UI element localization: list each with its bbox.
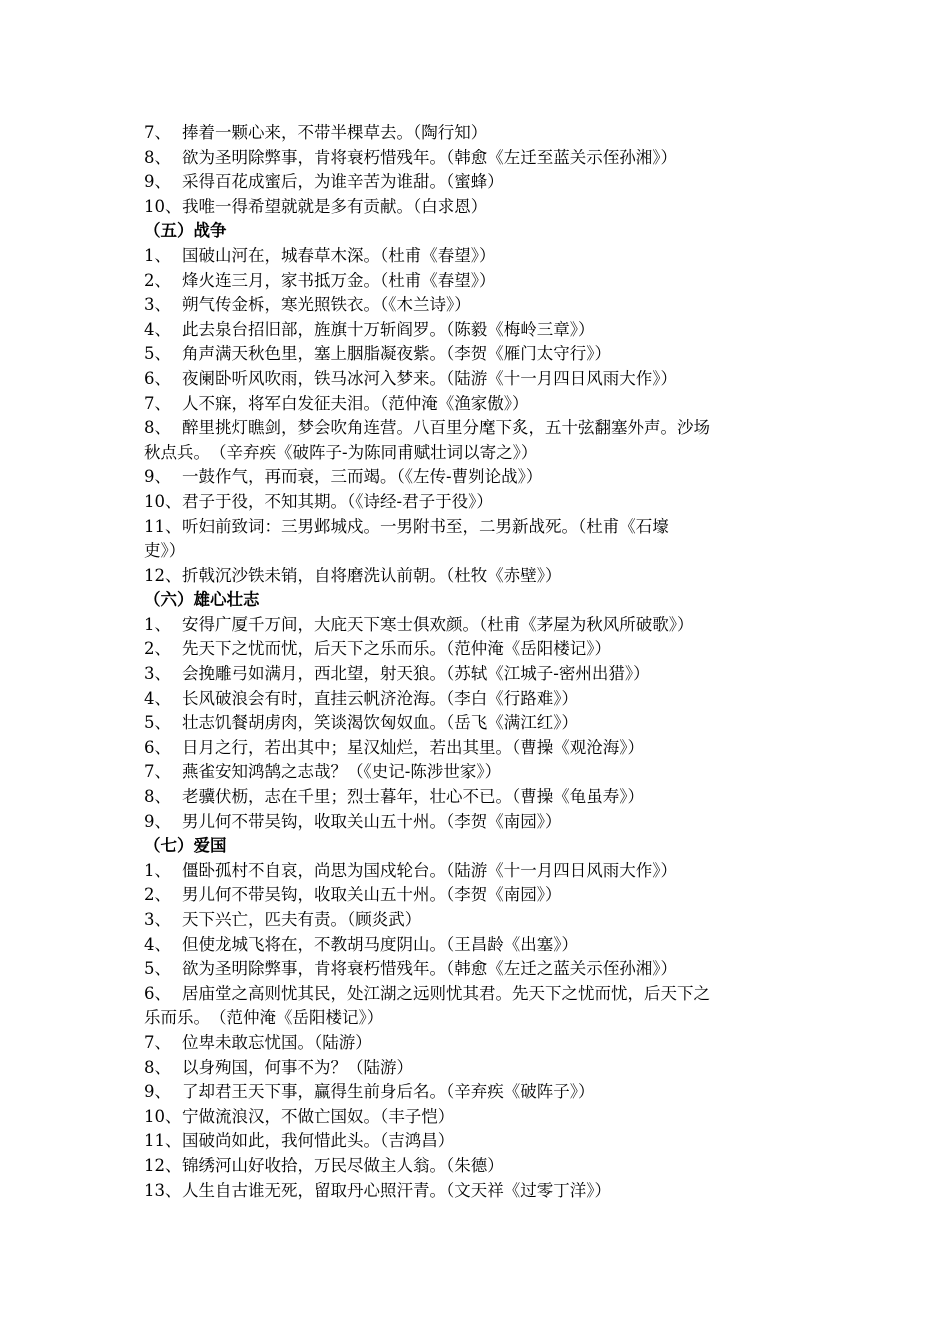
list-item	[144, 564, 810, 589]
item-number: 12、	[144, 565, 182, 585]
item-text: 燕雀安知鸿鹄之志哉？（《史记-陈涉世家》）	[182, 762, 502, 782]
item-text: 国破尚如此，我何惜此头。（吉鸿昌）	[182, 1131, 455, 1151]
item-text: 宁做流浪汉，不做亡国奴。（丰子恺）	[182, 1106, 455, 1126]
item-number: 10、	[144, 491, 182, 511]
item-text: 先天下之忧而忧，后天下之乐而乐。（范仲淹《岳阳楼记》）	[182, 639, 611, 659]
item-number: 5、	[144, 959, 171, 979]
section-heading: （七）爱国	[144, 836, 227, 856]
item-number: 5、	[144, 344, 171, 364]
item-number: 2、	[144, 270, 171, 290]
item-number: 5、	[144, 713, 171, 733]
list-item	[144, 367, 810, 392]
list-item	[144, 859, 810, 884]
item-text: 夜阑卧听风吹雨，铁马冰河入梦来。（陆游《十一月四日风雨大作》）	[182, 368, 677, 388]
item-text: 男儿何不带吴钩，收取关山五十州。（李贺《南园》）	[182, 885, 562, 905]
list-item	[144, 785, 810, 810]
list-item	[144, 416, 810, 441]
item-number: 13、	[144, 1180, 182, 1200]
item-number: 1、	[144, 860, 171, 880]
item-number: 3、	[144, 664, 171, 684]
item-number: 1、	[144, 245, 171, 265]
item-text: 老骥伏枥，志在千里；烈士暮年，壮心不已。（曹操《龟虽寿》）	[182, 787, 644, 807]
list-item	[144, 1080, 810, 1105]
list-item	[144, 933, 810, 958]
item-number: 8、	[144, 418, 171, 438]
item-text: 会挽雕弓如满月，西北望，射天狼。（苏轼《江城子-密州出猎》）	[182, 664, 650, 684]
item-text: 长风破浪会有时，直挂云帆济沧海。（李白《行路难》）	[182, 688, 578, 708]
list-item	[144, 736, 810, 761]
item-text: 天下兴亡，匹夫有责。（顾炎武）	[182, 910, 422, 929]
item-text-continued: 吏》）	[144, 541, 186, 561]
item-text: 位卑未敢忘忧国。（陆游）	[182, 1032, 372, 1052]
item-text: 居庙堂之高则忧其民，处江湖之远则忧其君。先天下之忧而忧，后天下之	[182, 983, 710, 1003]
list-item	[144, 465, 810, 490]
item-number: 4、	[144, 934, 171, 954]
item-number: 7、	[144, 123, 171, 142]
item-number: 6、	[144, 983, 171, 1003]
item-text: 欲为圣明除弊事，肯将衰朽惜残年。（韩愈《左迁至蓝关示侄孙湘》）	[182, 147, 677, 167]
list-item	[144, 1031, 810, 1056]
item-text-continued: 秋点兵。 （辛弃疾《破阵子-为陈同甫赋壮词以寄之》）	[144, 442, 538, 462]
item-text: 一鼓作气，再而衰，三而竭。（《左传-曹刿论战》）	[182, 467, 543, 487]
item-text: 听妇前致词：三男邺城戍。一男附书至，二男新战死。（杜甫《石壕	[182, 516, 669, 536]
list-item	[144, 637, 810, 662]
list-item	[144, 982, 810, 1007]
section-heading: （五）战争	[144, 221, 227, 241]
item-number: 9、	[144, 172, 171, 192]
list-item	[144, 662, 810, 687]
item-text: 欲为圣明除弊事，肯将衰朽惜残年。（韩愈《左迁之蓝关示侄孙湘》）	[182, 959, 677, 979]
item-number: 11、	[144, 1131, 182, 1151]
item-number: 8、	[144, 1057, 171, 1077]
item-text: 此去泉台招旧部，旌旗十万斩阎罗。（陈毅《梅岭三章》）	[182, 319, 595, 339]
item-text: 但使龙城飞将在，不教胡马度阴山。（王昌龄《出塞》）	[182, 934, 578, 954]
item-text: 了却君王天下事，赢得生前身后名。（辛弃疾《破阵子》）	[182, 1082, 595, 1102]
item-text: 安得广厦千万间，大庇天下寒士俱欢颜。（杜甫《茅屋为秋风所破歌》）	[182, 614, 694, 634]
item-number: 10、	[144, 1106, 182, 1126]
list-item	[144, 1179, 810, 1204]
item-number: 11、	[144, 516, 182, 536]
list-item	[144, 170, 810, 195]
list-item	[144, 1129, 810, 1154]
list-item	[144, 760, 810, 785]
list-item	[144, 908, 810, 933]
list-item	[144, 883, 810, 908]
item-text: 折戟沉沙铁未销，自将磨洗认前朝。（杜牧《赤壁》）	[182, 565, 562, 585]
list-item	[144, 613, 810, 638]
list-item	[144, 1154, 810, 1179]
item-number: 12、	[144, 1155, 182, 1175]
item-number: 6、	[144, 737, 171, 757]
item-number: 2、	[144, 639, 171, 659]
item-text: 醉里挑灯瞧剑，梦会吹角连营。八百里分麾下炙，五十弦翻塞外声。沙场	[182, 418, 710, 438]
item-number: 1、	[144, 614, 171, 634]
item-text: 角声满天秋色里，塞上胭脂凝夜紫。（李贺《雁门太守行》）	[182, 344, 611, 364]
item-text: 我唯一得希望就就是多有贡献。（白求恩）	[182, 196, 488, 216]
list-item	[144, 244, 810, 269]
item-text: 壮志饥餐胡虏肉，笑谈渴饮匈奴血。（岳飞《满江红》）	[182, 713, 578, 733]
item-number: 9、	[144, 1082, 171, 1102]
item-number: 3、	[144, 910, 171, 929]
list-item	[144, 269, 810, 294]
item-text: 男儿何不带吴钩，收取关山五十州。（李贺《南园》）	[182, 811, 562, 831]
item-number: 7、	[144, 1032, 171, 1052]
item-text: 国破山河在，城春草木深。（杜甫《春望》）	[182, 245, 496, 265]
item-text: 捧着一颗心来，不带半棵草去。（陶行知）	[182, 123, 488, 142]
list-item	[144, 490, 810, 515]
list-item	[144, 293, 810, 318]
section-heading: （六）雄心壮志	[144, 590, 260, 610]
list-item	[144, 1105, 810, 1130]
item-text: 君子于役，不知其期。（《诗经-君子于役》）	[182, 491, 493, 511]
item-number: 4、	[144, 319, 171, 339]
list-item	[144, 957, 810, 982]
list-item	[144, 515, 810, 540]
item-text: 锦绣河山好收拾，万民尽做主人翁。（朱德）	[182, 1155, 504, 1175]
item-text: 日月之行，若出其中；星汉灿烂，若出其里。（曹操《观沧海》）	[182, 737, 644, 757]
item-number: 4、	[144, 688, 171, 708]
list-item	[144, 121, 810, 146]
item-text: 以身殉国，何事不为？（陆游）	[182, 1057, 413, 1077]
item-number: 6、	[144, 368, 171, 388]
item-text: 采得百花成蜜后，为谁辛苦为谁甜。（蜜蜂）	[182, 172, 504, 192]
list-item	[144, 195, 810, 220]
item-number: 7、	[144, 393, 171, 413]
item-text-continued: 乐而乐。 （范仲淹《岳阳楼记》）	[144, 1008, 384, 1028]
item-text: 人不寐，将军白发征夫泪。（范仲淹《渔家傲》）	[182, 393, 529, 413]
item-number: 10、	[144, 196, 182, 216]
list-item	[144, 711, 810, 736]
item-number: 8、	[144, 787, 171, 807]
list-item	[144, 1056, 810, 1081]
list-item	[144, 687, 810, 712]
item-text: 僵卧孤村不自哀，尚思为国戍轮台。（陆游《十一月四日风雨大作》）	[182, 860, 677, 880]
list-item	[144, 146, 810, 171]
list-item	[144, 810, 810, 835]
list-item	[144, 318, 810, 343]
list-item	[144, 342, 810, 367]
item-number: 9、	[144, 467, 171, 487]
item-text: 人生自古谁无死，留取丹心照汗青。（文天祥《过零丁洋》）	[182, 1180, 611, 1200]
item-number: 9、	[144, 811, 171, 831]
item-number: 3、	[144, 295, 171, 315]
list-item	[144, 392, 810, 417]
item-number: 2、	[144, 885, 171, 905]
item-number: 7、	[144, 762, 171, 782]
item-number: 8、	[144, 147, 171, 167]
item-text: 朔气传金柝，寒光照铁衣。（《木兰诗》）	[182, 295, 471, 315]
item-text: 烽火连三月，家书抵万金。（杜甫《春望》）	[182, 270, 496, 290]
